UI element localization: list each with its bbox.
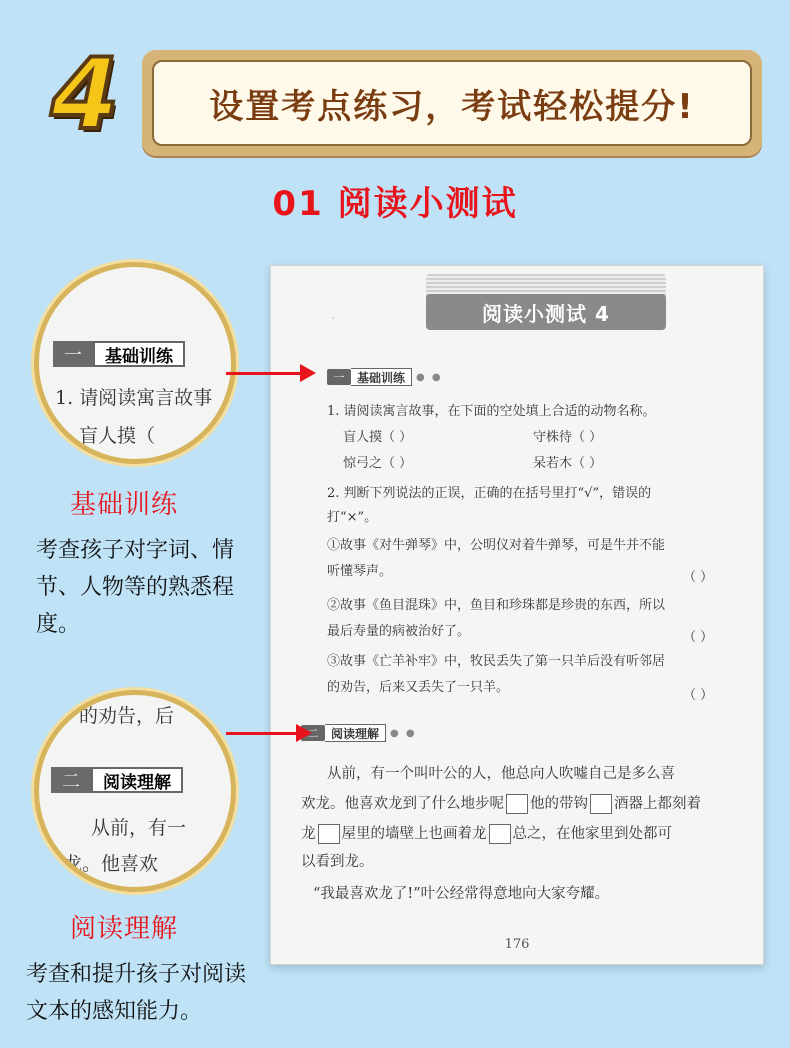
passage-fragment: 酒器上都刻着: [614, 796, 701, 812]
statement-3-line1: ③故事《亡羊补牢》中，牧民丢失了第一只羊后没有听邻居: [327, 654, 666, 669]
statement-3-line2: 的劝告，后来又丢失了一只羊。: [327, 680, 510, 695]
part2-label: [301, 724, 417, 742]
statement-2-paren: （ ）: [683, 630, 714, 645]
zoom2-name: 阅读理解: [91, 767, 183, 793]
part2-name: 阅读理解: [325, 724, 386, 742]
punctuation-blank-4[interactable]: [489, 824, 511, 844]
side-title-basic: 基础训练: [70, 490, 179, 520]
zoom1-line2: 盲人摸（: [79, 425, 156, 447]
zoom2-line1: 从前，有一: [91, 817, 187, 839]
headline-text: 设置考点练习，考试轻松提分!: [209, 86, 695, 127]
headline-banner: [142, 50, 762, 156]
part2-number: 二: [301, 725, 325, 741]
bleed-text: ·: [331, 311, 336, 327]
part1-name: 基础训练: [351, 368, 412, 386]
page-header-title: 阅读小测试 4: [426, 294, 666, 330]
zoom1-label: [53, 341, 185, 367]
statement-2-line2: 最后寿量的病被治好了。: [327, 624, 471, 639]
passage-fragment: 总之，在他家里到处都可: [512, 826, 672, 842]
zoom1-name: 基础训练: [93, 341, 185, 367]
arrow-to-basic: [226, 372, 302, 375]
side-desc-basic: 考查孩子对字词、情节、人物等的熟悉程度。: [36, 538, 235, 637]
statement-2-line1: ②故事《鱼目混珠》中，鱼目和珍珠都是珍贵的东西，所以: [327, 598, 666, 613]
passage-fragment: 龙: [301, 826, 316, 842]
question-1: 1. 请阅读寓言故事，在下面的空处填上合适的动物名称。: [327, 404, 656, 419]
headline-banner-inner: [152, 60, 752, 146]
book-page: [270, 265, 764, 965]
q1-item-1: 盲人摸（ ）: [343, 430, 413, 445]
zoom1-number: 一: [53, 341, 93, 367]
step-number: 4: [50, 38, 120, 152]
passage-fragment: 欢龙。他喜欢龙到了什么地步呢: [301, 796, 504, 812]
question-2-line2: 打“×”。: [327, 510, 378, 525]
zoom2-top-line: 的劝告，后: [79, 705, 175, 727]
part1-label: [327, 368, 443, 386]
passage-fragment: 屋里的墙壁上也画着龙: [341, 826, 487, 842]
statement-1-line2: 听懂琴声。: [327, 564, 393, 579]
passage-line-4: 以看到龙。: [301, 854, 374, 870]
punctuation-blank-3[interactable]: [318, 824, 340, 844]
statement-1-paren: （ ）: [683, 570, 714, 585]
dots-decoration: ● ●: [390, 727, 417, 739]
zoom2-label: [51, 767, 183, 793]
passage-line-2: [301, 792, 701, 814]
q1-item-2: 守株待（ ）: [533, 430, 603, 445]
page-number: 176: [504, 937, 530, 952]
side-desc-reading: 考查和提升孩子对阅读文本的感知能力。: [26, 962, 247, 1024]
statement-1-line1: ①故事《对牛弹琴》中，公明仪对着牛弹琴，可是牛并不能: [327, 538, 666, 553]
zoom1-line1: 1. 请阅读寓言故事: [55, 387, 213, 409]
passage-fragment: 他的带钩: [530, 796, 588, 812]
punctuation-blank-1[interactable]: [506, 794, 528, 814]
side-title-reading: 阅读理解: [70, 914, 179, 944]
question-2-line1: 2. 判断下列说法的正误，正确的在括号里打“√”，错误的: [327, 486, 652, 501]
passage-line-5: “我最喜欢龙了!”叶公经常得意地向大家夸耀。: [313, 886, 610, 902]
zoom2-line2: 龙。他喜欢: [63, 853, 159, 875]
statement-3-paren: （ ）: [683, 688, 714, 703]
section-title: 01 阅读小测试: [272, 184, 518, 224]
q1-item-4: 呆若木（ ）: [533, 456, 603, 471]
header-stripes: [426, 274, 666, 296]
zoom2-number: 二: [51, 767, 91, 793]
zoom-circle-reading: [34, 690, 236, 892]
arrow-to-reading: [226, 732, 298, 735]
passage-line-3: [301, 822, 672, 844]
dots-decoration: ● ●: [416, 371, 443, 383]
zoom-circle-basic: [34, 262, 236, 464]
passage-line-1: 从前，有一个叫叶公的人，他总向人吹嘘自己是多么喜: [327, 766, 675, 782]
part1-number: 一: [327, 369, 351, 385]
q1-item-3: 惊弓之（ ）: [343, 456, 413, 471]
punctuation-blank-2[interactable]: [590, 794, 612, 814]
